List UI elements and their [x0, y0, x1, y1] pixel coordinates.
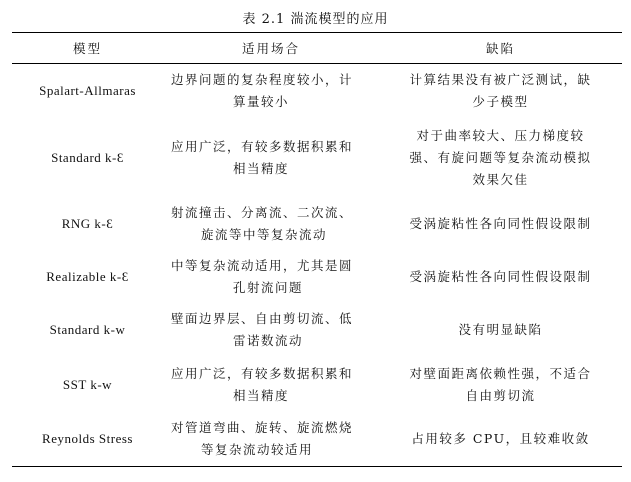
flaw-line: 对壁面距离依赖性强，不适合: [409, 366, 592, 381]
flaw-line: 效果欠佳: [472, 171, 529, 187]
model-name: Standard k-w: [49, 322, 126, 337]
flaw-cell: [379, 251, 622, 303]
flaw-cell: [379, 413, 622, 467]
application-cell: [163, 119, 379, 197]
flaw-line: 没有明显缺陷: [458, 322, 543, 337]
table-row: [12, 119, 622, 197]
application-line: 算量较小: [233, 94, 290, 110]
table-row: [12, 197, 622, 251]
application-line: 壁面边界层、自由剪切流、低: [171, 311, 354, 326]
flaw-line: 计算结果没有被广泛测试，缺: [409, 72, 592, 88]
flaw-cell: [379, 64, 622, 119]
application-line: 应用广泛，有较多数据积累和: [171, 366, 354, 381]
flaw-line: 自由剪切流: [465, 388, 536, 403]
application-line: 相当精度: [233, 388, 290, 403]
table-row: [12, 251, 622, 303]
application-cell: [163, 358, 379, 413]
flaw-line: 占用较多 CPU，且较难收敛: [411, 431, 590, 447]
model-name: Standard k-Ɛ: [51, 149, 124, 165]
flaw-cell: [379, 119, 622, 197]
application-line: 雷诺数流动: [233, 333, 304, 348]
table-row: [12, 413, 622, 467]
flaw-line: 少子模型: [472, 94, 529, 110]
table-row: [12, 303, 622, 358]
header-application: 适用场合: [241, 41, 300, 56]
table-row: [12, 358, 622, 413]
application-cell: [163, 303, 379, 358]
application-cell: [163, 197, 379, 251]
flaw-line: 受涡旋粘性各向同性假设限制: [409, 215, 592, 231]
application-line: 边界问题的复杂程度较小，计: [171, 72, 354, 88]
application-cell: [163, 64, 379, 119]
header-flaw: 缺陷: [485, 41, 515, 56]
application-line: 应用广泛，有较多数据积累和: [171, 138, 354, 154]
model-name: Reynolds Stress: [42, 431, 133, 447]
application-line: 等复杂流动较适用: [201, 442, 314, 458]
application-line: 相当精度: [233, 160, 290, 176]
model-name: SST k-w: [62, 377, 113, 392]
flaw-line: 对于曲率较大、压力梯度较: [416, 127, 585, 143]
application-cell: [163, 413, 379, 467]
flaw-cell: [379, 197, 622, 251]
model-name: Realizable k-Ɛ: [46, 268, 129, 284]
application-line: 射流撞击、分离流、二次流、: [171, 204, 354, 220]
application-line: 旋流等中等复杂流动: [201, 226, 328, 242]
application-line: 中等复杂流动适用，尤其是圆: [171, 257, 354, 273]
flaw-line: 受涡旋粘性各向同性假设限制: [409, 268, 592, 284]
flaw-line: 强、有旋问题等复杂流动模拟: [409, 149, 592, 165]
table-caption: 表 2.1 湍流模型的应用: [242, 12, 389, 27]
model-name: RNG k-Ɛ: [61, 215, 114, 231]
application-cell: [163, 251, 379, 303]
header-model: 模型: [72, 41, 102, 56]
turbulence-model-table: [12, 32, 622, 467]
flaw-cell: [379, 358, 622, 413]
flaw-cell: [379, 303, 622, 358]
model-name: Spalart-Allmaras: [39, 83, 136, 99]
application-line: 孔射流问题: [233, 279, 304, 295]
application-line: 对管道弯曲、旋转、旋流燃烧: [171, 420, 354, 436]
table-header-row: [12, 33, 622, 64]
table-row: [12, 64, 622, 119]
